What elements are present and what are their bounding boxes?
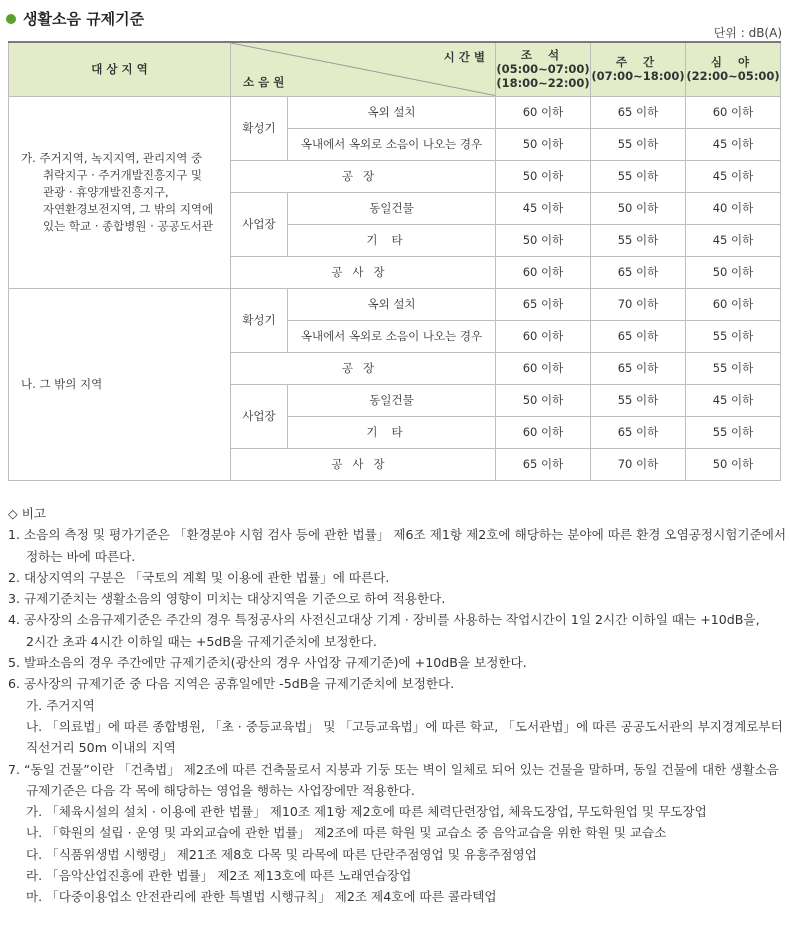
bullet-dot-icon	[6, 14, 16, 24]
header-period-morning	[496, 42, 591, 96]
value-cell: 60 이하	[496, 96, 591, 128]
value-cell: 55 이하	[591, 160, 686, 192]
period-range: (07:00~18:00)	[591, 69, 685, 84]
category-cell: 공사장	[231, 256, 496, 288]
category-cell: 사업장	[231, 384, 288, 448]
value-cell: 65 이하	[496, 288, 591, 320]
period-name: 조 석	[520, 48, 566, 63]
header-time-label: 시 간 별	[443, 50, 485, 64]
table-row	[9, 288, 781, 320]
noise-standard-table	[8, 41, 781, 481]
value-cell: 60 이하	[496, 416, 591, 448]
value-cell: 55 이하	[686, 416, 781, 448]
header-period-day	[591, 42, 686, 96]
value-cell: 50 이하	[496, 224, 591, 256]
remark-item: 3. 규제기준치는 생활소음의 영향이 미치는 대상지역을 기준으로 하여 적용한다.	[8, 591, 446, 607]
table-header-row	[9, 42, 781, 96]
table-row	[9, 96, 781, 128]
page-title: 생활소음 규제기준	[23, 10, 145, 28]
category-cell: 공장	[231, 352, 496, 384]
remark-item: 정하는 바에 따른다.	[26, 548, 136, 564]
value-cell: 60 이하	[686, 288, 781, 320]
value-cell: 50 이하	[496, 160, 591, 192]
value-cell: 60 이하	[496, 320, 591, 352]
value-cell: 45 이하	[686, 160, 781, 192]
value-cell: 45 이하	[496, 192, 591, 224]
remark-item: 7. “동일 건물”이란 「건축법」 제2조에 따른 건축물로서 지붕과 기둥 또는 벽이 일체로 되어 있는 건물을 말하며, 동일 건물에 대한 생활소음	[8, 761, 779, 777]
value-cell: 55 이하	[591, 384, 686, 416]
remark-item: 규제기준은 다음 각 목에 해당하는 영업을 행하는 사업장에만 적용한다.	[26, 782, 415, 798]
value-cell: 65 이하	[591, 352, 686, 384]
remark-item: 5. 발파소음의 경우 주간에만 규제기준치(광산의 경우 사업장 규제기준)에 +10dB을 보정한다.	[8, 655, 527, 671]
region-line: 가. 주거지역, 녹지지역, 관리지역 중	[21, 150, 203, 165]
remark-item: 가. 「체육시설의 설치 · 이용에 관한 법률」 제10조 제1항 제2호에 따른 체력단련장업, 체육도장업, 무도학원업 및 무도장업	[26, 804, 707, 820]
remarks-heading: ◇ 비고	[8, 506, 47, 521]
value-cell: 55 이하	[686, 352, 781, 384]
category-cell: 사업장	[231, 192, 288, 256]
remark-item: 나. 「의료법」에 따른 종합병원, 「초 · 중등교육법」 및 「고등교육법」에 따른 학교, 「도서관법」에 따른 공공도서관의 부지경계로부터	[26, 718, 783, 734]
value-cell: 65 이하	[591, 96, 686, 128]
subcategory-cell: 동일건물	[288, 384, 496, 416]
header-diagonal-cell	[231, 42, 496, 96]
value-cell: 55 이하	[591, 128, 686, 160]
region-line: 취락지구 · 주거개발진흥지구 및	[43, 167, 203, 182]
remark-item: 다. 「식품위생법 시행령」 제21조 제8호 다목 및 라목에 따른 단란주점영업 및 유흥주점영업	[26, 846, 537, 862]
title-row	[6, 8, 144, 29]
region-cell-b	[9, 288, 231, 480]
category-cell: 확성기	[231, 288, 288, 352]
value-cell: 65 이하	[591, 256, 686, 288]
header-region: 대 상 지 역	[9, 42, 231, 96]
subcategory-cell: 옥내에서 옥외로 소음이 나오는 경우	[288, 128, 496, 160]
value-cell: 60 이하	[686, 96, 781, 128]
category-cell: 확성기	[231, 96, 288, 160]
unit-label: 단위 : dB(A)	[713, 26, 782, 40]
value-cell: 45 이하	[686, 384, 781, 416]
category-cell: 공사장	[231, 448, 496, 480]
subcategory-cell: 동일건물	[288, 192, 496, 224]
remark-item: 1. 소음의 측정 및 평가기준은 「환경분야 시험 검사 등에 관한 법률」 제6조 제1항 제2호에 해당하는 분야에 따른 환경 오염공정시험기준에서	[8, 527, 787, 543]
value-cell: 65 이하	[496, 448, 591, 480]
remark-item: 2시간 초과 4시간 이하일 때는 +5dB을 규제기준치에 보정한다.	[26, 633, 377, 649]
value-cell: 65 이하	[591, 320, 686, 352]
remark-item: 마. 「다중이용업소 안전관리에 관한 특별법 시행규칙」 제2조 제4호에 따른 콜라텍업	[26, 889, 497, 905]
subcategory-cell: 옥외 설치	[288, 96, 496, 128]
value-cell: 55 이하	[686, 320, 781, 352]
value-cell: 70 이하	[591, 448, 686, 480]
subcategory-cell: 기타	[288, 224, 496, 256]
region-line: 있는 학교 · 종합병원 · 공공도서관	[43, 218, 214, 233]
header-period-night	[686, 42, 781, 96]
period-name: 주 간	[615, 55, 661, 70]
value-cell: 50 이하	[496, 384, 591, 416]
period-range: (05:00~07:00)	[496, 62, 590, 77]
remark-item: 직선거리 50m 이내의 지역	[26, 740, 176, 756]
value-cell: 45 이하	[686, 224, 781, 256]
subcategory-cell: 옥외 설치	[288, 288, 496, 320]
period-range: (18:00~22:00)	[496, 76, 590, 91]
value-cell: 50 이하	[591, 192, 686, 224]
value-cell: 60 이하	[496, 352, 591, 384]
region-line: 관광 · 휴양개발진흥지구,	[43, 184, 169, 199]
remarks-section	[8, 503, 786, 908]
remark-item: 가. 주거지역	[26, 697, 95, 713]
period-name: 심 야	[710, 55, 756, 70]
subcategory-cell: 옥내에서 옥외로 소음이 나오는 경우	[288, 320, 496, 352]
region-line: 나. 그 밖의 지역	[21, 376, 103, 391]
period-range: (22:00~05:00)	[686, 69, 780, 84]
category-cell: 공장	[231, 160, 496, 192]
remark-item: 4. 공사장의 소음규제기준은 주간의 경우 특정공사의 사전신고대상 기계 · 장비를 사용하는 작업시간이 1일 2시간 이하일 때는 +10dB을,	[8, 612, 760, 628]
value-cell: 45 이하	[686, 128, 781, 160]
value-cell: 50 이하	[686, 448, 781, 480]
remark-item: 라. 「음악산업진흥에 관한 법률」 제2조 제13호에 따른 노래연습장업	[26, 868, 412, 884]
value-cell: 55 이하	[591, 224, 686, 256]
value-cell: 70 이하	[591, 288, 686, 320]
subcategory-cell: 기타	[288, 416, 496, 448]
value-cell: 50 이하	[496, 128, 591, 160]
header-source-label: 소 음 원	[243, 74, 285, 89]
value-cell: 65 이하	[591, 416, 686, 448]
remark-item: 나. 「학원의 설립 · 운영 및 과외교습에 관한 법률」 제2조에 따른 학원 및 교습소 중 음악교습을 위한 학원 및 교습소	[26, 825, 667, 841]
value-cell: 50 이하	[686, 256, 781, 288]
value-cell: 40 이하	[686, 192, 781, 224]
remark-item: 6. 공사장의 규제기준 중 다음 지역은 공휴일에만 -5dB을 규제기준치에 보정한다.	[8, 676, 455, 692]
value-cell: 60 이하	[496, 256, 591, 288]
remark-item: 2. 대상지역의 구분은 「국토의 계획 및 이용에 관한 법률」에 따른다.	[8, 569, 390, 585]
region-cell-a	[9, 96, 231, 288]
region-line: 자연환경보전지역, 그 밖의 지역에	[43, 201, 214, 216]
